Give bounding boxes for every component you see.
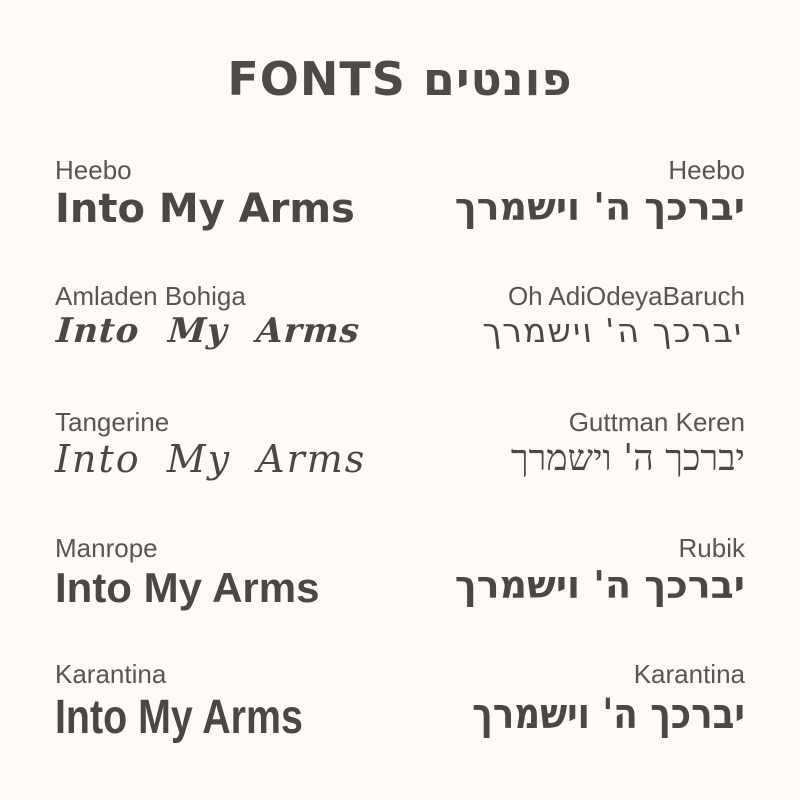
font-name-label: Heebo [668,155,745,185]
font-sample-text: Into My Arms [55,690,303,744]
font-sample-text: יברכך ה' וישמרך [510,437,745,479]
specimen-amladen-latin [55,281,362,351]
font-sample-text: יברכך ה' וישמרך [454,184,745,229]
font-name-label: Manrope [55,533,158,563]
specimen-karantina-hebrew [424,660,745,739]
specimen-heebo-latin [55,156,355,233]
font-name-label: Karantina [633,659,745,689]
specimen-manrope-latin [55,534,319,613]
font-sample-text: Into My Arms [55,436,367,481]
specimen-karantina-latin [55,660,357,746]
font-sample-text: יברכך ה' וישמרך [480,310,745,350]
font-name-label: Guttman Keren [568,407,745,437]
font-name-label: Karantina [55,659,167,689]
font-name-label: Rubik [678,533,745,563]
specimen-tangerine-latin [55,408,366,482]
specimen-adiodeya-hebrew [480,281,745,350]
font-sample-text: Into My Arms [55,563,320,611]
font-row [55,408,745,488]
font-sample-text: Into My Arms [55,310,362,351]
font-name-label: Heebo [55,155,132,185]
specimen-heebo-hebrew [455,156,745,230]
font-sample-text: יברכך ה' וישמרך [454,562,745,607]
specimen-rubik-hebrew [455,534,745,608]
font-row [55,534,745,614]
font-row [55,659,745,744]
specimen-guttman-hebrew [511,408,745,480]
font-row [55,282,745,362]
font-row [55,156,745,236]
font-name-label: Oh AdiOdeyaBaruch [507,281,745,311]
font-name-label: Amladen Bohiga [55,281,246,311]
font-name-label: Tangerine [55,407,170,437]
page-title: FONTS פונטים [227,52,573,106]
font-sample-text: Into My Arms [55,185,355,232]
font-sample-text: יברכך ה' וישמרך [472,688,745,738]
